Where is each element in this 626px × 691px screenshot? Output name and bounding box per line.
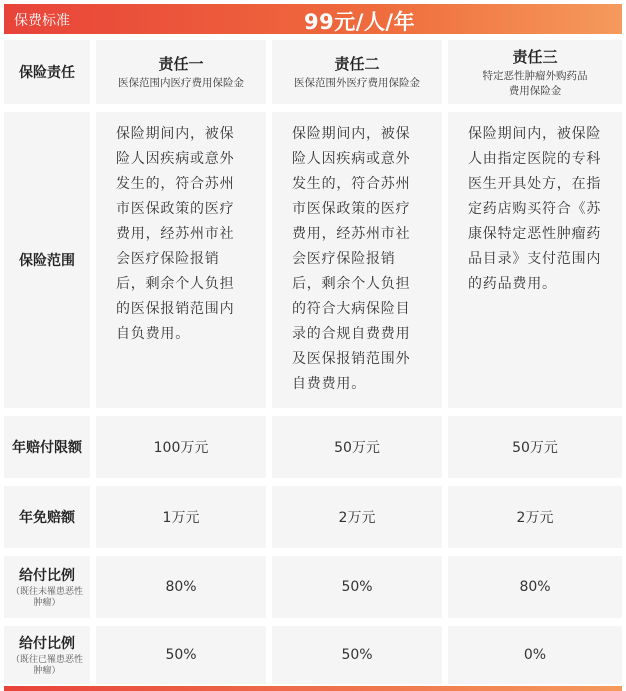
premium-price: 99元/人/年 bbox=[304, 10, 416, 34]
column-subtitle: 医保范围外医疗费用保险金 bbox=[294, 77, 420, 89]
row-header-label: 给付比例 bbox=[19, 568, 75, 584]
scope-text-2: 保险期间内，被保险人因疾病或意外发生的，符合苏州市医保政策的医疗费用，经苏州市社会医疗保险报销后，剩余个人负担的符合大病保险目录的合规自费费用及医保报销范围外自费费用。 bbox=[272, 112, 442, 408]
row-header-scope bbox=[4, 112, 90, 408]
row-header-note-line2: 肿瘤） bbox=[33, 598, 61, 608]
column-subtitle-line2: 费用保险金 bbox=[508, 84, 562, 97]
payout-ratio-value: 50% bbox=[272, 556, 442, 618]
scope-text-3: 保险期间内，被保险人由指定医院的专科医生开具处方，在指定药店购买符合《苏康保特定恶性肿瘤药品目录》支付范围内的药品费用。 bbox=[448, 112, 622, 408]
row-header-note-line1: （既往已罹患恶性 bbox=[10, 655, 83, 665]
row-header-label: 给付比例 bbox=[19, 636, 75, 652]
column-header-1 bbox=[96, 40, 266, 104]
price-banner bbox=[4, 4, 622, 34]
row-header-note-line2: 肿瘤） bbox=[33, 666, 61, 676]
row-header-responsibility bbox=[4, 40, 90, 104]
scope-text-1: 保险期间内，被保险人因疾病或意外发生的，符合苏州市医保政策的医疗费用，经苏州市社会医疗保险报销后，剩余个人负担的医保报销范围内自负费用。 bbox=[96, 112, 266, 408]
row-header-deductible bbox=[4, 486, 90, 548]
column-subtitle-line1: 特定恶性肿瘤外购药品 bbox=[482, 69, 588, 82]
row-header-note-line1: （既往未罹患恶性 bbox=[10, 587, 83, 597]
payout-ratio-value: 0% bbox=[448, 626, 622, 684]
deductible-value: 1万元 bbox=[96, 486, 266, 548]
payout-ratio-value: 80% bbox=[96, 556, 266, 618]
row-header-label: 年赔付限额 bbox=[12, 440, 82, 456]
payout-ratio-value: 80% bbox=[448, 556, 622, 618]
row-header-label: 保险责任 bbox=[19, 65, 75, 81]
deductible-value: 2万元 bbox=[272, 486, 442, 548]
column-title: 责任三 bbox=[512, 47, 558, 66]
column-header-2 bbox=[272, 40, 442, 104]
bottom-accent-bar bbox=[4, 686, 622, 691]
annual-limit-value: 50万元 bbox=[272, 416, 442, 478]
premium-label: 保费标准 bbox=[14, 13, 70, 29]
column-subtitle: 医保范围内医疗费用保险金 bbox=[118, 77, 244, 89]
payout-ratio-value: 50% bbox=[272, 626, 442, 684]
payout-ratio-value: 50% bbox=[96, 626, 266, 684]
row-header-payout-ratio-history bbox=[4, 626, 90, 684]
column-header-3 bbox=[448, 40, 622, 104]
annual-limit-value: 50万元 bbox=[448, 416, 622, 478]
deductible-value: 2万元 bbox=[448, 486, 622, 548]
row-header-label: 保险范围 bbox=[19, 253, 75, 269]
row-header-payout-ratio-no-history bbox=[4, 556, 90, 618]
row-header-annual-limit bbox=[4, 416, 90, 478]
column-title: 责任二 bbox=[334, 55, 380, 73]
row-header-label: 年免赔额 bbox=[19, 510, 75, 526]
annual-limit-value: 100万元 bbox=[96, 416, 266, 478]
column-title: 责任一 bbox=[158, 55, 204, 73]
